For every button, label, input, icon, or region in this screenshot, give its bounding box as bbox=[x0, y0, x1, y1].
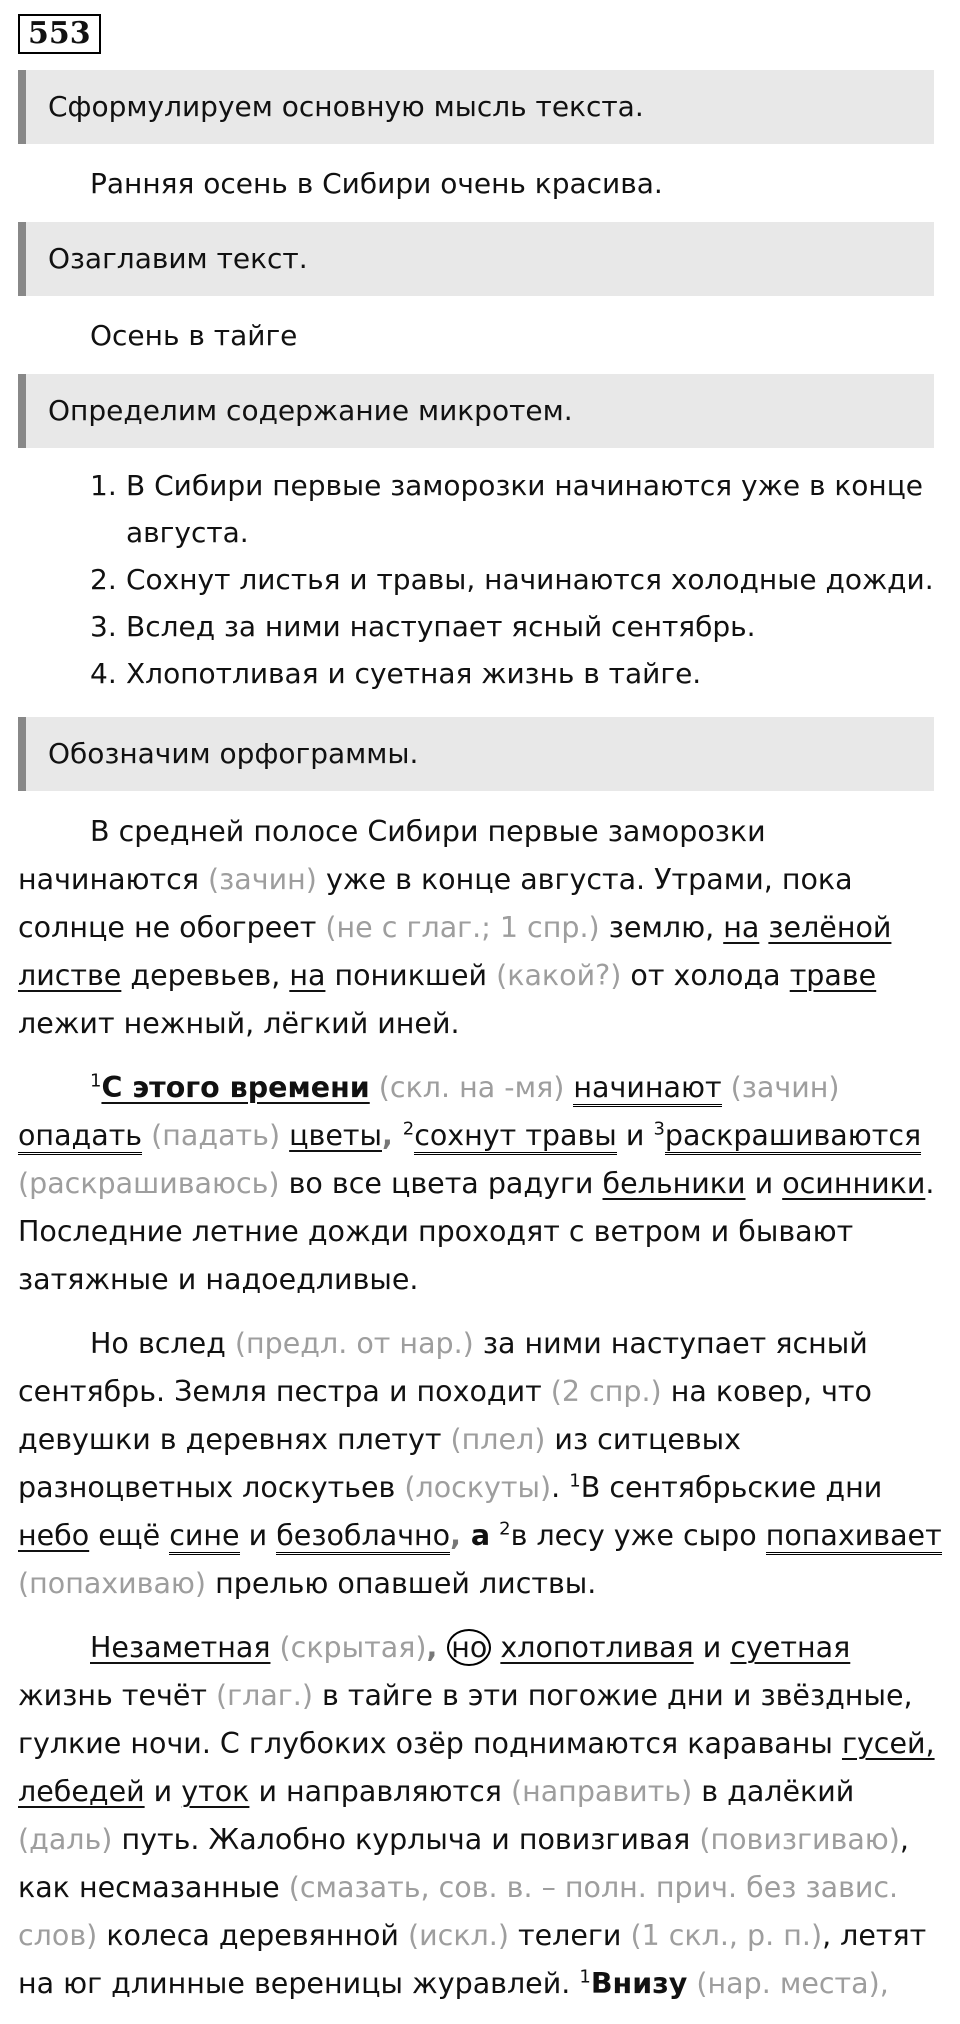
heading-answer: Осень в тайге bbox=[90, 319, 298, 352]
text-run: попахивает bbox=[766, 1519, 942, 1555]
text-run: на ковер, что девушки в деревнях плетут bbox=[18, 1375, 872, 1456]
text-run: гусей, лебедей bbox=[18, 1727, 935, 1808]
section-title-heading: Озаглавим текст. bbox=[18, 222, 934, 296]
text-run: , bbox=[426, 1631, 448, 1664]
text-run: уже в конце августа. Утрами, пока солнце bbox=[18, 863, 853, 944]
text-run: (зачин) bbox=[721, 1071, 840, 1104]
text-run: и bbox=[616, 1119, 654, 1152]
text-run: вслед bbox=[137, 1327, 226, 1360]
list-item bbox=[90, 603, 950, 650]
text-run: (падать) bbox=[142, 1119, 290, 1152]
text-run: 1 bbox=[90, 1070, 102, 1092]
paragraph-1 bbox=[18, 808, 948, 1048]
text-run: небо bbox=[18, 1519, 90, 1552]
text-run: , bbox=[450, 1519, 471, 1552]
main-idea-answer: Ранняя осень в Сибири очень красива. bbox=[90, 167, 663, 200]
text-run: 1 bbox=[579, 1966, 591, 1988]
text-run: ещё bbox=[89, 1519, 170, 1552]
list-item bbox=[90, 650, 950, 697]
text-run: на bbox=[723, 911, 760, 944]
text-run: землю, bbox=[608, 911, 724, 944]
text-run: жизнь течёт bbox=[18, 1679, 207, 1712]
text-run: лежит нежный, лёгкий иней. bbox=[18, 1007, 460, 1040]
text-run: (скл. на -мя) bbox=[369, 1071, 574, 1104]
paragraph-3 bbox=[18, 1320, 948, 1608]
text-run: 1 bbox=[569, 1470, 581, 1492]
text-run: С этого времени bbox=[101, 1071, 370, 1104]
text-run: сине bbox=[169, 1519, 239, 1555]
text-run: деревьев, bbox=[121, 959, 290, 992]
text-run: в далёкий bbox=[701, 1775, 855, 1808]
text-run: (повизгиваю) bbox=[690, 1823, 900, 1856]
text-run: сохнут травы bbox=[414, 1119, 617, 1155]
text-run: зелёной листве bbox=[18, 911, 892, 992]
text-run: и bbox=[745, 1167, 783, 1200]
item-text: Хлопотливая и суетная жизнь в тайге. bbox=[126, 657, 702, 690]
item-number: 4. bbox=[90, 657, 117, 690]
text-run: Но bbox=[90, 1327, 138, 1360]
text-run: телеги bbox=[518, 1919, 622, 1952]
text-run: 3 bbox=[653, 1118, 665, 1140]
text-run bbox=[491, 1631, 500, 1664]
text-run: но bbox=[447, 1629, 491, 1666]
text-run: , как несмазанные bbox=[18, 1823, 909, 1904]
text-run: , летят на юг длинные вереницы журавлей. bbox=[18, 1919, 927, 2000]
text-run: путь. Жалобно курлыча и повизгивая bbox=[121, 1823, 691, 1856]
text-run: а bbox=[470, 1519, 491, 1552]
text-run: В средней полосе Сибири первые заморозки bbox=[90, 815, 766, 848]
text-run: в лесу уже сыро bbox=[510, 1519, 766, 1552]
text-run: начинаются bbox=[18, 863, 199, 896]
item-text: В Сибири первые заморозки начинаются уже в конце августа. bbox=[126, 469, 923, 549]
text-run: начинают bbox=[573, 1071, 721, 1107]
text-run: Внизу bbox=[590, 1967, 688, 2000]
text-run: . Последние летние дожди проходят с ветром и бывают затяжные и надоедливые. bbox=[18, 1167, 935, 1296]
item-number: 1. bbox=[90, 469, 117, 502]
text-run: (даль) bbox=[18, 1823, 122, 1856]
text-run: (глаг.) bbox=[206, 1679, 322, 1712]
text-run: (скрытая) bbox=[270, 1631, 427, 1664]
text-run: бельники bbox=[602, 1167, 746, 1200]
text-run: в тайге в эти погожие дни и звёздные, гулкие ночи. С глубоких озёр поднимаются караваны bbox=[18, 1679, 913, 1760]
text-run: из ситцевых разноцветных лоскутьев bbox=[18, 1423, 742, 1504]
text-run: не обогреет bbox=[133, 911, 317, 944]
text-run: (раскрашиваюсь) bbox=[18, 1167, 289, 1200]
text-run: осинники bbox=[782, 1167, 926, 1200]
list-item bbox=[90, 556, 950, 603]
text-run: и направляются bbox=[249, 1775, 502, 1808]
text-run bbox=[490, 1519, 499, 1552]
text-run: прелью опавшей листвы. bbox=[215, 1567, 597, 1600]
text-run: Незаметная bbox=[90, 1631, 271, 1664]
text-run: траве bbox=[789, 959, 877, 992]
annotated-text bbox=[18, 808, 948, 2024]
text-run: поникшей bbox=[325, 959, 488, 992]
text-run: цветы bbox=[289, 1119, 382, 1152]
text-run: (зачин) bbox=[198, 863, 326, 896]
text-run: (не с глаг.; 1 спр.) bbox=[316, 911, 609, 944]
text-run: хлопотливая bbox=[500, 1631, 694, 1664]
text-run: раскрашиваются bbox=[665, 1119, 921, 1155]
item-number: 2. bbox=[90, 563, 117, 596]
text-run: В сентябрьские дни bbox=[580, 1471, 883, 1504]
text-run: уток bbox=[181, 1775, 250, 1808]
text-run: 2 bbox=[499, 1518, 511, 1540]
paragraph-4 bbox=[18, 1624, 948, 2008]
text-run: 2 bbox=[402, 1118, 415, 1140]
text-run: и bbox=[239, 1519, 277, 1552]
item-text: Вслед за ними наступает ясный сентябрь. bbox=[126, 610, 756, 643]
section-title-microtopics: Определим содержание микротем. bbox=[18, 374, 934, 448]
item-text: Сохнут листья и травы, начинаются холодные дожди. bbox=[126, 563, 934, 596]
text-run: колеса деревянной bbox=[106, 1919, 399, 1952]
text-run: (предл. от нар.) bbox=[225, 1327, 483, 1360]
text-run: (какой?) bbox=[487, 959, 631, 992]
section-title-orthograms: Обозначим орфограммы. bbox=[18, 717, 934, 791]
text-run: за ними наступает ясный сентябрь. Земля пестра и походит bbox=[18, 1327, 868, 1408]
text-run: (лоскуты) bbox=[395, 1471, 552, 1504]
list-item bbox=[90, 462, 950, 556]
text-run: (смазать, сов. в. – полн. прич. без завис. слов) bbox=[18, 1871, 899, 1952]
text-run: опадать bbox=[18, 1119, 142, 1155]
text-run: (1 скл., р. п.) bbox=[621, 1919, 823, 1952]
text-run: . bbox=[551, 1471, 570, 1504]
text-run: на bbox=[289, 959, 326, 992]
text-run: (плел) bbox=[441, 1423, 555, 1456]
text-run: (искл.) bbox=[398, 1919, 518, 1952]
text-run: и bbox=[693, 1631, 731, 1664]
microtopics-list bbox=[90, 462, 950, 697]
text-run: , bbox=[381, 1119, 403, 1152]
exercise-number: 553 bbox=[18, 14, 101, 54]
text-run: (попахиваю) bbox=[18, 1567, 216, 1600]
text-run: (нар. места), bbox=[687, 1967, 889, 2000]
text-run: (направить) bbox=[501, 1775, 702, 1808]
text-run: во все цвета радуги bbox=[288, 1167, 603, 1200]
text-run: и bbox=[144, 1775, 182, 1808]
text-run: суетная bbox=[730, 1631, 851, 1664]
paragraph-2 bbox=[18, 1064, 948, 1304]
section-title-main-idea: Сформулируем основную мысль текста. bbox=[18, 70, 934, 144]
text-run: (2 спр.) bbox=[541, 1375, 671, 1408]
item-number: 3. bbox=[90, 610, 117, 643]
text-run: безоблачно bbox=[276, 1519, 450, 1555]
text-run: от холода bbox=[630, 959, 790, 992]
